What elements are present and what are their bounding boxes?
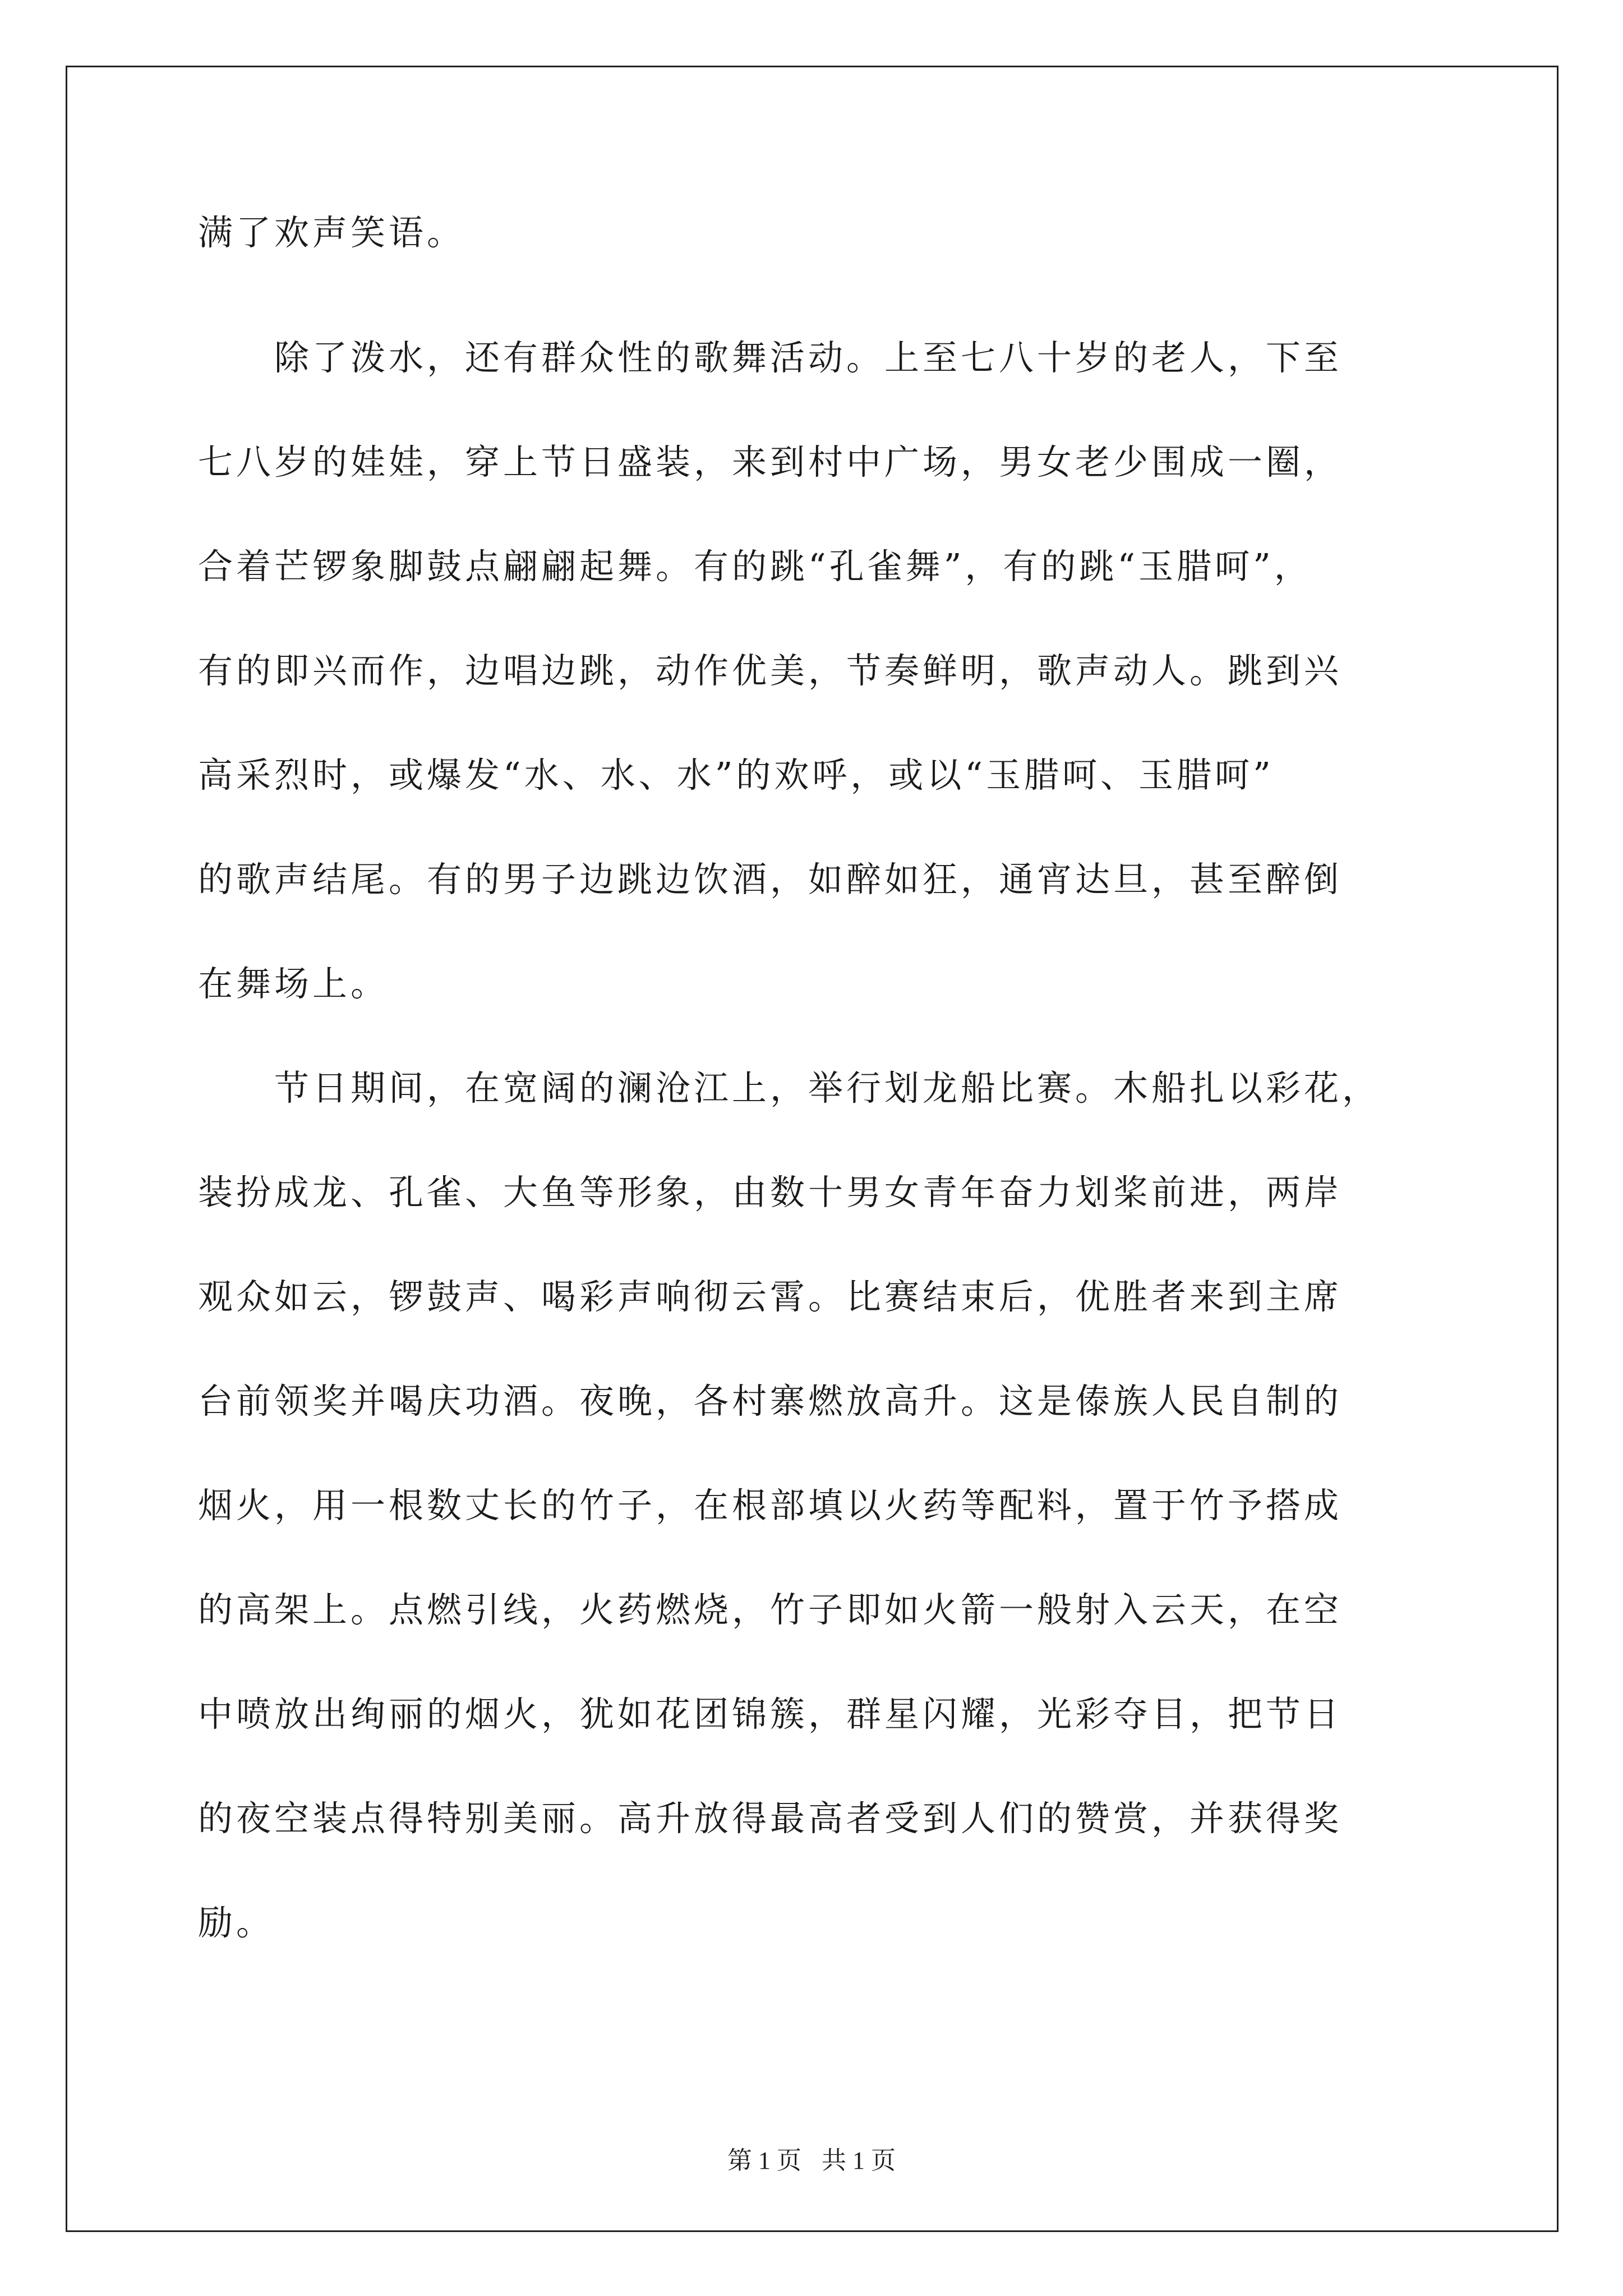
- text-line: 装扮成龙、孔雀、大鱼等形象，由数十男女青年奋力划桨前进，两岸: [198, 1172, 1343, 1213]
- text-line: 台前领奖并喝庆功酒。夜晚，各村寨燃放高升。这是傣族人民自制的: [198, 1381, 1343, 1421]
- text-line: 节日期间，在宽阔的澜沧江上，举行划龙船比赛。木船扎以彩花，: [198, 1068, 1381, 1108]
- text-line: 有的即兴而作，边唱边跳，动作优美，节奏鲜明，歌声动人。跳到兴: [198, 650, 1343, 691]
- text-line: 观众如云，锣鼓声、喝彩声响彻云霄。比赛结束后，优胜者来到主席: [198, 1276, 1343, 1317]
- text-line: 励。: [198, 1902, 275, 1943]
- text-line: 中喷放出绚丽的烟火，犹如花团锦簇，群星闪耀，光彩夺目，把节日: [198, 1694, 1343, 1734]
- text-line: 烟火，用一根数丈长的竹子，在根部填以火药等配料，置于竹予搭成: [198, 1485, 1343, 1526]
- page-number: 第 1 页: [727, 2147, 801, 2174]
- text-line: 满了欢声笑语。: [198, 212, 465, 253]
- text-line: 高采烈时，或爆发“水、水、水”的欢呼，或以“玉腊呵、玉腊呵”: [198, 754, 1274, 795]
- text-line: 七八岁的娃娃，穿上节日盛装，来到村中广场，男女老少围成一圈，: [198, 441, 1343, 482]
- page-footer: [0, 2144, 1623, 2178]
- page-total: 共 1 页: [822, 2147, 896, 2174]
- text-line: 在舞场上。: [198, 963, 389, 1004]
- text-line: 的歌声结尾。有的男子边跳边饮酒，如醉如狂，通宵达旦，甚至醉倒: [198, 859, 1343, 900]
- text-line: 的高架上。点燃引线，火药燃烧，竹子即如火箭一般射入云天，在空: [198, 1589, 1343, 1630]
- text-line: 除了泼水，还有群众性的歌舞活动。上至七八十岁的老人，下至: [198, 337, 1343, 378]
- text-line: 的夜空装点得特别美丽。高升放得最高者受到人们的赞赏，并获得奖: [198, 1798, 1343, 1839]
- page-border: [66, 66, 1559, 2232]
- text-line: 合着芒锣象脚鼓点翩翩起舞。有的跳“孔雀舞”，有的跳“玉腊呵”，: [198, 546, 1312, 587]
